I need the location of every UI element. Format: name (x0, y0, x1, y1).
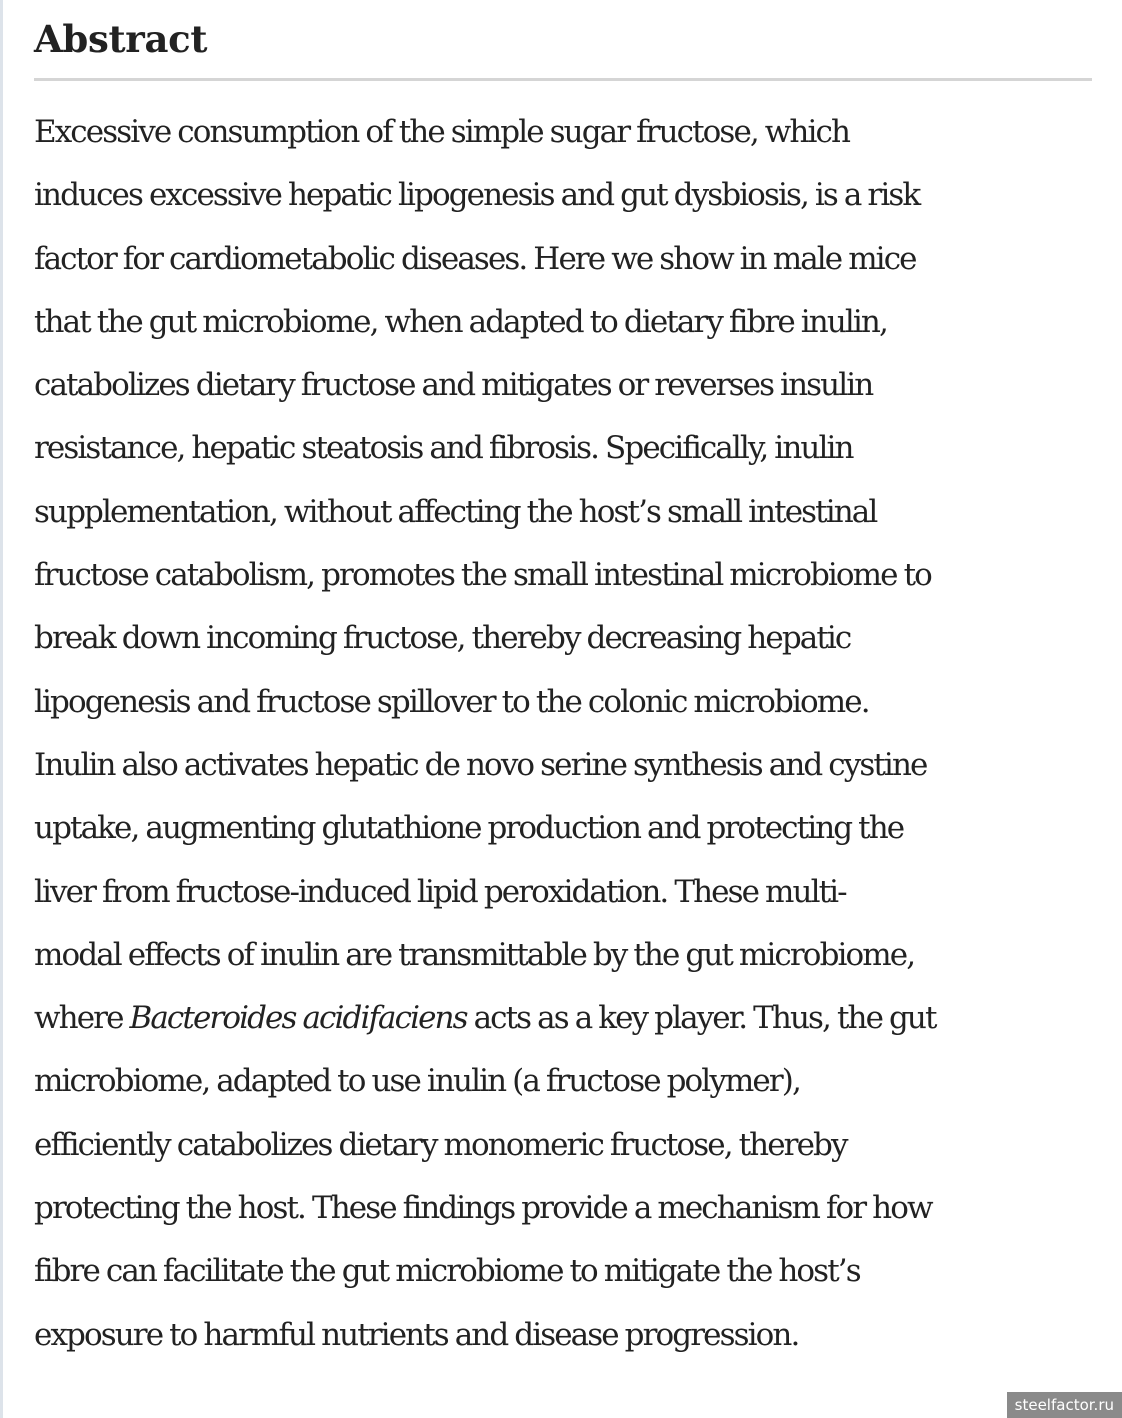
abstract-line: break down incoming fructose, thereby decreasing hepatic (34, 620, 851, 657)
abstract-line: protecting the host. These findings provide a mechanism for how (34, 1190, 932, 1227)
abstract-line: factor for cardiometabolic diseases. Here we show in male mice (34, 240, 916, 277)
abstract-line: liver from fructose-induced lipid peroxidation. These multi- (34, 873, 846, 910)
abstract-line: modal effects of inulin are transmittable by the gut microbiome, (34, 936, 915, 973)
abstract-line: exposure to harmful nutrients and disease progression. (34, 1316, 799, 1353)
abstract-line: Excessive consumption of the simple sugar fructose, which (34, 114, 850, 150)
species-name: Bacteroides acidifaciens (129, 1000, 467, 1037)
abstract-body (34, 101, 1092, 1367)
abstract-heading: Abstract (34, 17, 208, 61)
abstract-line: efficiently catabolizes dietary monomeric fructose, thereby (34, 1126, 847, 1163)
line-text-after: acts as a key player. Thus, the gut (466, 1000, 936, 1037)
abstract-line: that the gut microbiome, when adapted to dietary fibre inulin, (34, 303, 887, 340)
line-text-before: where (34, 1000, 130, 1037)
abstract-line: microbiome, adapted to use inulin (a fructose polymer), (34, 1063, 800, 1100)
abstract-line: lipogenesis and fructose spillover to the colonic microbiome. (34, 683, 869, 720)
watermark: steelfactor.ru (1007, 1392, 1122, 1418)
abstract-line-species (34, 987, 1092, 1050)
abstract-section (34, 14, 1092, 1367)
abstract-line: induces excessive hepatic lipogenesis and gut dysbiosis, is a risk (34, 177, 920, 214)
abstract-line: uptake, augmenting glutathione production and protecting the (34, 810, 904, 847)
heading-divider (34, 78, 1092, 81)
abstract-line: fructose catabolism, promotes the small intestinal microbiome to (34, 557, 931, 594)
abstract-line: fibre can facilitate the gut microbiome to mitigate the host’s (34, 1253, 860, 1290)
abstract-line: catabolizes dietary fructose and mitigates or reverses insulin (34, 367, 873, 404)
abstract-line: supplementation, without affecting the host’s small intestinal (34, 493, 877, 530)
abstract-line: Inulin also activates hepatic de novo serine synthesis and cystine (34, 746, 927, 783)
abstract-line: resistance, hepatic steatosis and fibrosis. Specifically, inulin (34, 430, 853, 467)
left-border (0, 0, 3, 1418)
